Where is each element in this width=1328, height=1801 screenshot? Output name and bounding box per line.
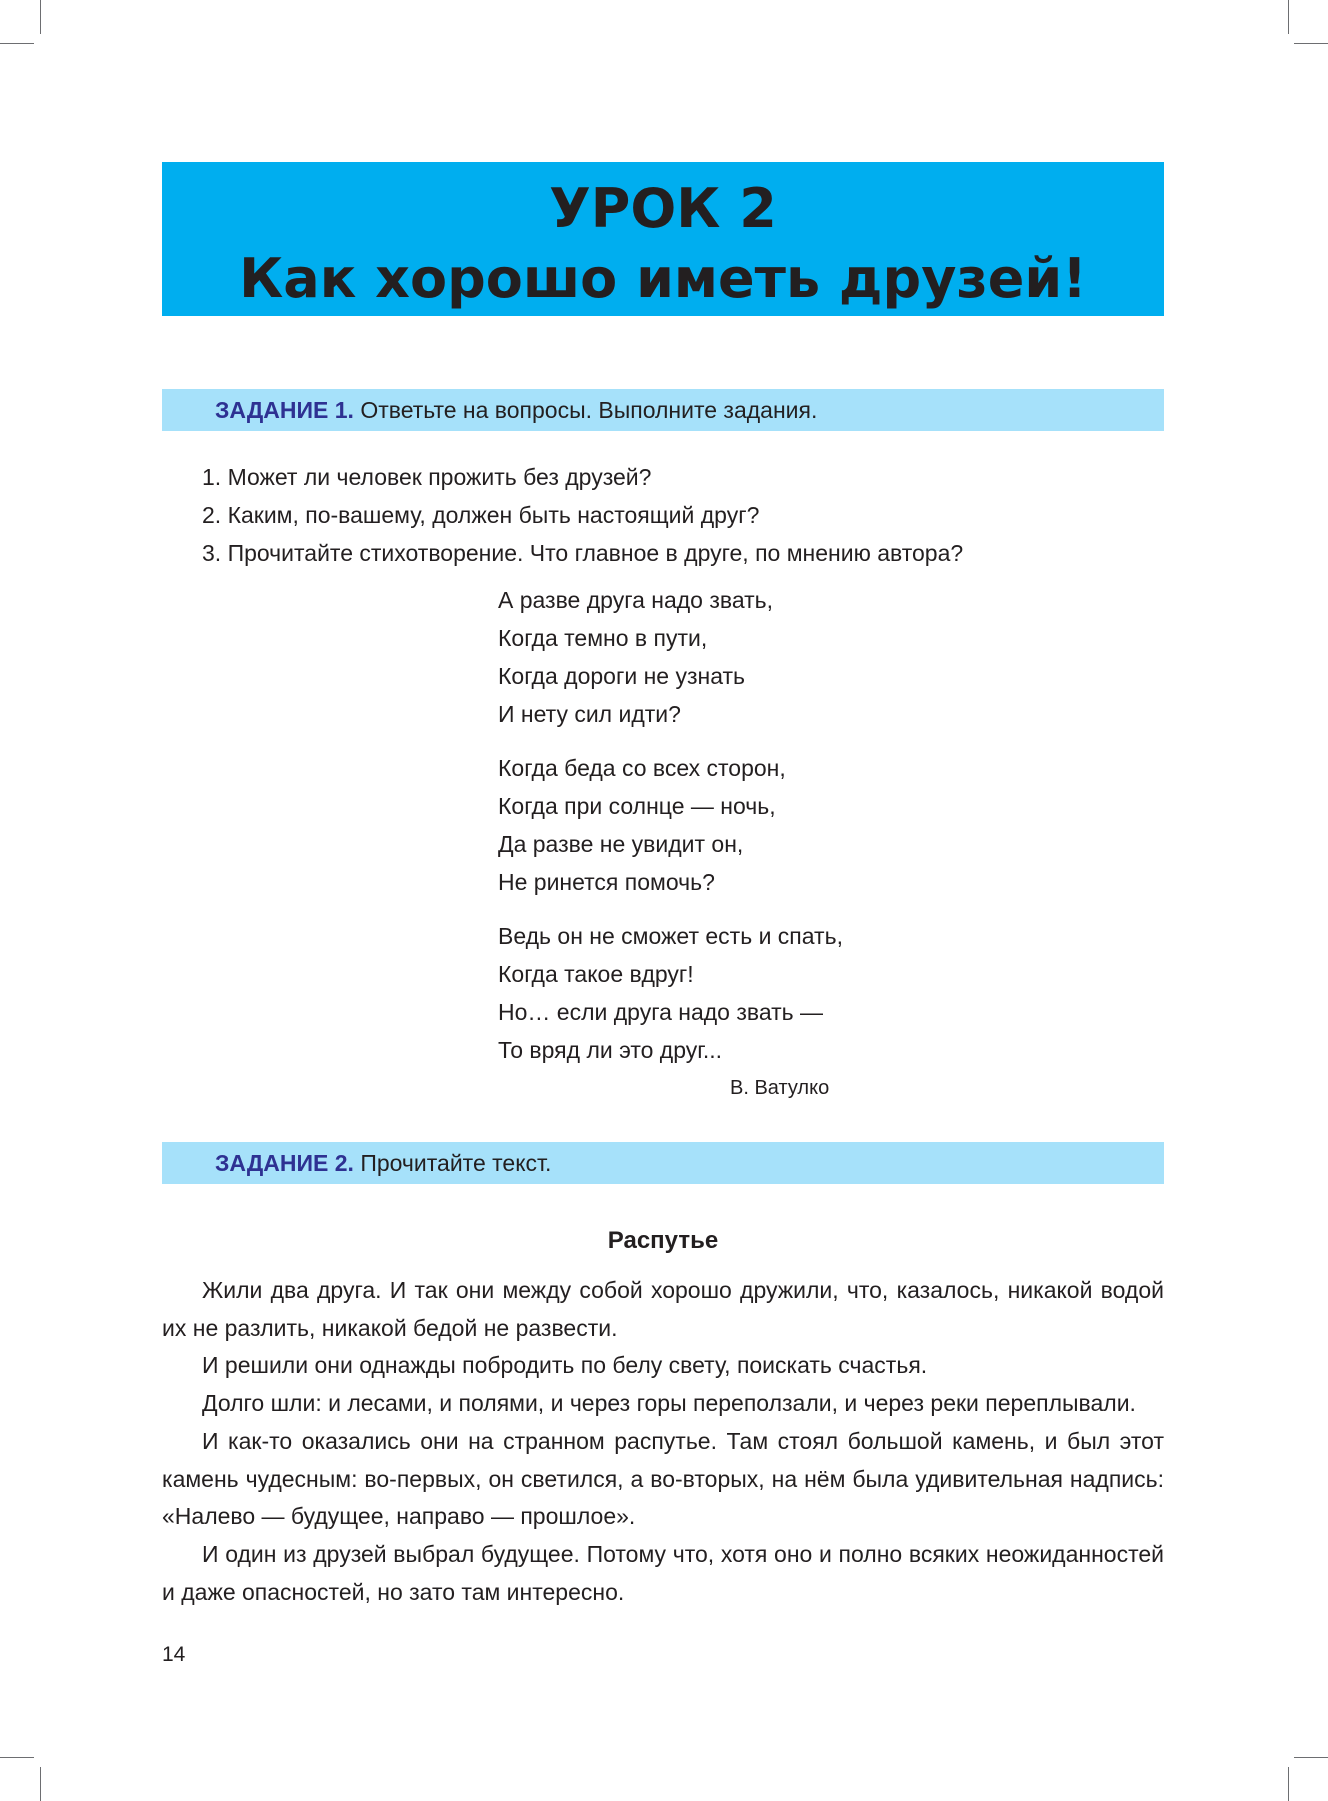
crop-mark (1294, 1757, 1328, 1758)
story-paragraph: Жили два друга. И так они между собой хорошо дружили, что, казалось, никакой водой их не разлить, никакой бедой не развести. (162, 1277, 1164, 1341)
story-text (162, 1272, 1164, 1611)
poem-line: Ведь он не сможет есть и спать, (498, 923, 843, 949)
poem-line: То вряд ли это друг... (498, 1037, 723, 1063)
story-paragraph: И один из друзей выбрал будущее. Потому что, хотя оно и полно всяких неожиданностей и даже опасностей, но зато там интересно. (162, 1540, 1164, 1605)
poem-line: И нету сил идти? (498, 701, 681, 727)
lesson-title: Как хорошо иметь друзей! (239, 247, 1087, 310)
story-paragraph: И как-то оказались они на странном распутье. Там стоял большой камень, и был этот камень чудесным: во-первых, он светился, а во-вторых, на нём была удивительная надпись: «Налево — будущее, направо — прошлое». (162, 1427, 1164, 1530)
lesson-number: УРОК 2 (549, 177, 777, 240)
crop-mark (0, 43, 34, 44)
task-1-instruction: Ответьте на вопросы. Выполните задания. (360, 397, 818, 423)
question-item: 2. Каким, по-вашему, должен быть настоящий друг? (202, 502, 760, 528)
story-paragraph: Долго шли: и лесами, и полями, и через горы переползали, и через реки переплывали. (202, 1390, 1136, 1417)
poem-line: Когда при солнце — ночь, (498, 793, 776, 819)
crop-mark (40, 1767, 41, 1801)
task-2-label: ЗАДАНИЕ 2. (215, 1150, 354, 1176)
story-paragraph: И решили они однажды побродить по белу свету, поискать счастья. (202, 1352, 928, 1379)
poem-stanza (498, 749, 843, 901)
poem-stanza (498, 917, 843, 1069)
poem-line: Когда темно в пути, (498, 625, 708, 651)
lesson-banner (162, 162, 1164, 316)
poem-line: Когда такое вдруг! (498, 961, 694, 987)
poem-author: В. Ватулко (730, 1077, 830, 1099)
question-list (202, 458, 963, 572)
question-item: 1. Может ли человек прожить без друзей? (202, 464, 652, 490)
question-item: 3. Прочитайте стихотворение. Что главное в друге, по мнению автора? (202, 540, 964, 566)
story-title: Распутье (607, 1227, 719, 1254)
crop-mark (0, 1757, 34, 1758)
poem-line: Когда дороги не узнать (498, 663, 746, 689)
crop-mark (1294, 43, 1328, 44)
task-2-instruction: Прочитайте текст. (360, 1150, 552, 1176)
poem-line: Да разве не увидит он, (498, 831, 744, 857)
poem (498, 581, 843, 1085)
poem-line: А разве друга надо звать, (498, 587, 774, 613)
poem-line: Но… если друга надо звать — (498, 999, 824, 1025)
page-number: 14 (162, 1643, 186, 1666)
crop-mark (1288, 1767, 1289, 1801)
poem-stanza (498, 581, 843, 733)
crop-mark (1288, 0, 1289, 34)
crop-mark (40, 0, 41, 34)
task-1-bar (162, 389, 1164, 431)
poem-line: Когда беда со всех сторон, (498, 755, 786, 781)
poem-line: Не ринется помочь? (498, 869, 715, 895)
task-1-label: ЗАДАНИЕ 1. (215, 397, 354, 423)
task-2-bar (162, 1142, 1164, 1184)
